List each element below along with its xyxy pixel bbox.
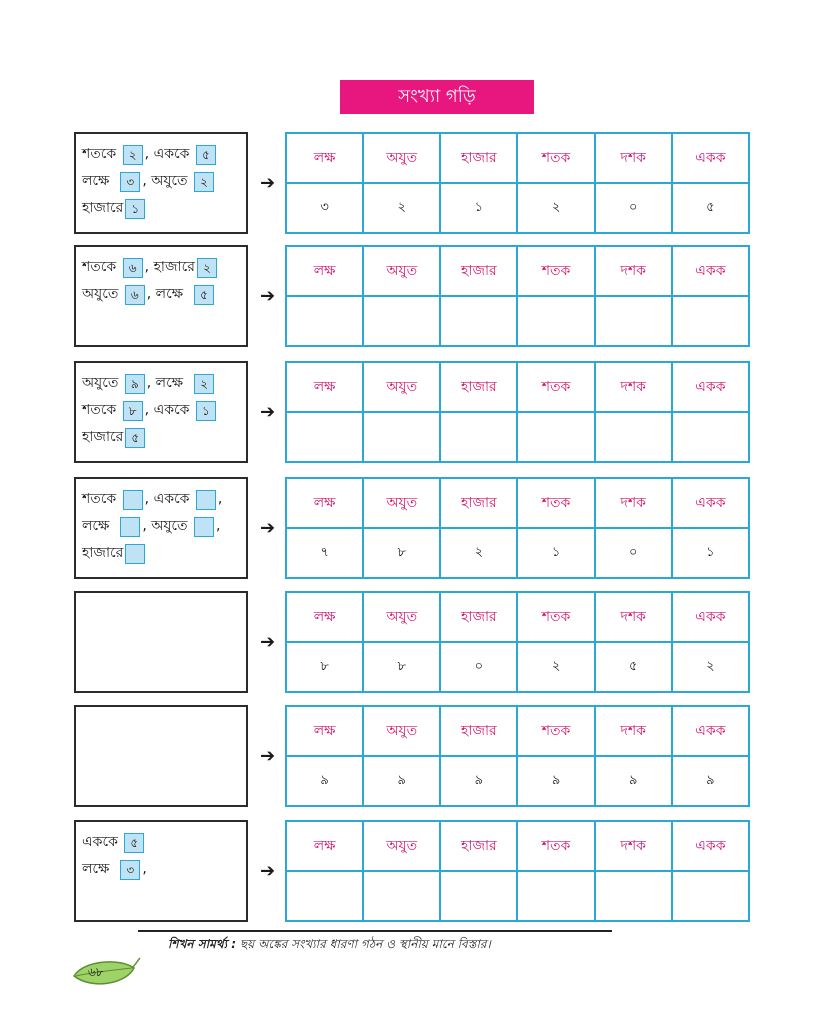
digit-box: ২	[197, 258, 217, 278]
clue-text: ,	[142, 861, 147, 877]
clue-line	[82, 486, 240, 513]
place-value-cell[interactable]	[595, 296, 672, 346]
digit-box: ২	[123, 145, 143, 165]
place-header-cell: একক	[672, 821, 749, 871]
place-value-cell[interactable]	[517, 296, 594, 346]
footer-divider	[138, 930, 612, 932]
place-header-cell: লক্ষ	[286, 362, 363, 412]
header-row	[286, 478, 749, 528]
place-value-table	[285, 132, 750, 234]
place-header-cell: একক	[672, 246, 749, 296]
digit-box: ২	[194, 172, 214, 192]
exercise-row	[74, 132, 750, 234]
section-title	[340, 80, 534, 114]
digit-box: ৬	[125, 285, 145, 305]
place-value-cell[interactable]	[517, 412, 594, 462]
clue-line	[82, 141, 240, 168]
header-row	[286, 246, 749, 296]
place-value-cell: ৫	[595, 642, 672, 692]
clue-text: , এককে	[144, 491, 194, 507]
clue-box	[74, 591, 248, 693]
clue-text: হাজারে	[82, 429, 124, 445]
place-value-cell[interactable]	[363, 871, 440, 921]
clue-text: , এককে	[144, 146, 194, 162]
place-value-cell: ৮	[363, 528, 440, 578]
place-value-table	[285, 361, 750, 463]
place-header-cell: শতক	[517, 246, 594, 296]
digit-box: ৩	[120, 172, 140, 192]
place-value-cell: ৯	[286, 756, 363, 806]
clue-text: ,	[215, 518, 221, 534]
place-value-cell: ৯	[672, 756, 749, 806]
clue-text: শতকে	[82, 491, 121, 507]
clue-text: , লক্ষে	[146, 286, 192, 302]
place-value-cell: ৯	[440, 756, 517, 806]
place-header-cell: হাজার	[440, 821, 517, 871]
place-header-cell: একক	[672, 362, 749, 412]
place-header-cell: হাজার	[440, 246, 517, 296]
value-row	[286, 871, 749, 921]
clue-text: , লক্ষে	[146, 375, 192, 391]
clue-text: লক্ষে	[82, 173, 119, 189]
place-header-cell: শতক	[517, 362, 594, 412]
exercise-row	[74, 477, 750, 579]
place-value-cell[interactable]	[440, 412, 517, 462]
place-header-cell: অযুত	[363, 478, 440, 528]
digit-box: ২	[194, 374, 214, 394]
place-value-cell[interactable]	[363, 296, 440, 346]
digit-box[interactable]	[125, 544, 145, 564]
page-number: ৬৮	[88, 965, 104, 979]
place-value-cell: ১	[517, 528, 594, 578]
place-header-cell: অযুত	[363, 706, 440, 756]
place-value-table	[285, 820, 750, 922]
place-value-cell: ৫	[672, 183, 749, 233]
value-row	[286, 183, 749, 233]
place-value-cell[interactable]	[440, 296, 517, 346]
exercise-row	[74, 820, 750, 922]
exercise-row	[74, 591, 750, 693]
place-value-cell: ৯	[363, 756, 440, 806]
clue-box	[74, 361, 248, 463]
place-value-table	[285, 705, 750, 807]
digit-box: ৫	[194, 285, 214, 305]
place-value-cell[interactable]	[286, 871, 363, 921]
place-header-cell: হাজার	[440, 133, 517, 183]
place-value-cell: ২	[363, 183, 440, 233]
place-value-cell[interactable]	[672, 871, 749, 921]
digit-box[interactable]	[194, 517, 214, 537]
place-value-cell[interactable]	[595, 412, 672, 462]
clue-line	[82, 397, 240, 424]
clue-text: এককে	[82, 834, 123, 850]
arrow-right-icon: ➔	[260, 631, 276, 653]
value-row	[286, 642, 749, 692]
place-value-cell: ২	[517, 642, 594, 692]
clue-box	[74, 820, 248, 922]
learning-outcome	[168, 936, 491, 956]
place-value-cell: ২	[672, 642, 749, 692]
place-value-cell[interactable]	[440, 871, 517, 921]
place-header-cell: দশক	[595, 362, 672, 412]
place-header-cell: দশক	[595, 133, 672, 183]
arrow-right-icon: ➔	[260, 401, 276, 423]
place-header-cell: লক্ষ	[286, 706, 363, 756]
place-header-cell: দশক	[595, 706, 672, 756]
clue-line	[82, 513, 240, 540]
digit-box: ৫	[124, 833, 144, 853]
clue-text: ,	[217, 491, 223, 507]
clue-text: , এককে	[144, 402, 194, 418]
place-header-cell: লক্ষ	[286, 246, 363, 296]
place-header-cell: শতক	[517, 592, 594, 642]
digit-box[interactable]	[196, 490, 216, 510]
place-header-cell: লক্ষ	[286, 821, 363, 871]
arrow-right-icon: ➔	[260, 517, 276, 539]
value-row	[286, 412, 749, 462]
place-header-cell: শতক	[517, 706, 594, 756]
clue-box	[74, 477, 248, 579]
place-header-cell: হাজার	[440, 706, 517, 756]
clue-line	[82, 829, 240, 856]
clue-text: হাজারে	[82, 545, 124, 561]
place-value-cell: ৮	[286, 642, 363, 692]
clue-box	[74, 132, 248, 234]
place-header-cell: একক	[672, 478, 749, 528]
digit-box: ৬	[123, 258, 143, 278]
exercise-row	[74, 705, 750, 807]
place-header-cell: একক	[672, 592, 749, 642]
place-value-table	[285, 477, 750, 579]
clue-box	[74, 705, 248, 807]
place-value-cell: ১	[440, 183, 517, 233]
place-value-cell: ০	[440, 642, 517, 692]
place-header-cell: দশক	[595, 592, 672, 642]
clue-text: অযুতে	[82, 286, 123, 302]
digit-box: ১	[125, 199, 145, 219]
clue-text: লক্ষে	[82, 518, 119, 534]
header-row	[286, 362, 749, 412]
digit-box: ৯	[125, 374, 145, 394]
place-value-cell[interactable]	[517, 871, 594, 921]
place-value-cell: ৯	[595, 756, 672, 806]
place-header-cell: অযুত	[363, 592, 440, 642]
place-header-cell: দশক	[595, 821, 672, 871]
place-value-cell: ০	[595, 528, 672, 578]
digit-box: ৫	[196, 145, 216, 165]
learning-outcome-label: শিখন সামর্থ্য :	[168, 937, 237, 951]
place-value-cell: ০	[595, 183, 672, 233]
clue-line	[82, 856, 240, 883]
digit-box: ১	[196, 401, 216, 421]
place-value-cell[interactable]	[286, 412, 363, 462]
clue-line	[82, 540, 240, 567]
clue-line	[82, 254, 240, 281]
clue-text: , অযুতে	[142, 518, 192, 534]
place-value-cell[interactable]	[286, 296, 363, 346]
clue-text: , অযুতে	[142, 173, 192, 189]
exercise-row	[74, 361, 750, 463]
place-value-table	[285, 245, 750, 347]
clue-line	[82, 281, 240, 308]
place-value-cell: ৮	[363, 642, 440, 692]
place-header-cell: অযুত	[363, 362, 440, 412]
header-row	[286, 821, 749, 871]
clue-text: হাজারে	[82, 200, 124, 216]
place-value-cell: ২	[517, 183, 594, 233]
place-value-cell[interactable]	[363, 412, 440, 462]
arrow-right-icon: ➔	[260, 745, 276, 767]
header-row	[286, 133, 749, 183]
arrow-right-icon: ➔	[260, 172, 276, 194]
digit-box: ৫	[125, 428, 145, 448]
place-value-cell: ২	[440, 528, 517, 578]
clue-text: লক্ষে	[82, 861, 119, 877]
place-header-cell: অযুত	[363, 133, 440, 183]
section-title-text: সংখ্যা গড়ি	[398, 85, 476, 107]
place-header-cell: দশক	[595, 478, 672, 528]
value-row	[286, 756, 749, 806]
place-value-cell: ১	[672, 528, 749, 578]
arrow-right-icon: ➔	[260, 860, 276, 882]
place-value-cell[interactable]	[672, 296, 749, 346]
clue-text: অযুতে	[82, 375, 123, 391]
place-header-cell: একক	[672, 133, 749, 183]
clue-text: শতকে	[82, 402, 121, 418]
clue-text: শতকে	[82, 146, 121, 162]
place-header-cell: অযুত	[363, 821, 440, 871]
place-header-cell: একক	[672, 706, 749, 756]
header-row	[286, 592, 749, 642]
place-header-cell: হাজার	[440, 592, 517, 642]
place-value-cell: ৭	[286, 528, 363, 578]
leaf-icon	[70, 956, 142, 992]
place-value-cell: ৯	[517, 756, 594, 806]
place-header-cell: লক্ষ	[286, 133, 363, 183]
value-row	[286, 296, 749, 346]
digit-box: ৮	[123, 401, 143, 421]
place-value-table	[285, 591, 750, 693]
place-header-cell: লক্ষ	[286, 478, 363, 528]
clue-line	[82, 168, 240, 195]
clue-text: , হাজারে	[144, 259, 195, 275]
place-header-cell: লক্ষ	[286, 592, 363, 642]
place-header-cell: অযুত	[363, 246, 440, 296]
place-header-cell: দশক	[595, 246, 672, 296]
exercise-row	[74, 245, 750, 347]
clue-line	[82, 424, 240, 451]
clue-line	[82, 195, 240, 222]
clue-text: শতকে	[82, 259, 121, 275]
clue-box	[74, 245, 248, 347]
value-row	[286, 528, 749, 578]
arrow-right-icon: ➔	[260, 285, 276, 307]
learning-outcome-text: ছয় অঙ্কের সংখ্যার ধারণা গঠন ও স্থানীয় মানে বিস্তার।	[236, 937, 491, 951]
place-header-cell: হাজার	[440, 362, 517, 412]
place-value-cell: ৩	[286, 183, 363, 233]
place-header-cell: শতক	[517, 478, 594, 528]
header-row	[286, 706, 749, 756]
place-value-cell[interactable]	[672, 412, 749, 462]
place-header-cell: শতক	[517, 133, 594, 183]
digit-box: ৩	[120, 860, 140, 880]
place-header-cell: শতক	[517, 821, 594, 871]
place-header-cell: হাজার	[440, 478, 517, 528]
clue-line	[82, 370, 240, 397]
place-value-cell[interactable]	[595, 871, 672, 921]
digit-box[interactable]	[123, 490, 143, 510]
digit-box[interactable]	[120, 517, 140, 537]
